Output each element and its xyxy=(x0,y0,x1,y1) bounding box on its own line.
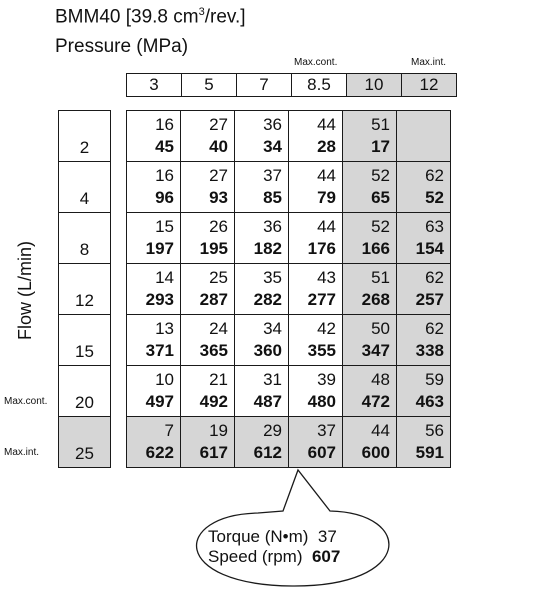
flow-cell: 2 xyxy=(59,111,111,162)
flow-cell: 25 xyxy=(59,417,111,468)
speed-value: 40 xyxy=(209,137,228,156)
speed-value: 360 xyxy=(253,341,282,360)
torque-value: 52 xyxy=(371,217,390,236)
torque-value: 19 xyxy=(209,421,228,440)
torque-value: 34 xyxy=(263,319,282,338)
pressure-cell-8-5: 8.5 xyxy=(292,74,347,97)
flow-axis-text: Flow (L/min) xyxy=(15,240,35,340)
speed-value: 52 xyxy=(425,188,444,207)
title-tail: /rev.] xyxy=(204,6,246,28)
speed-value: 617 xyxy=(199,443,228,462)
torque-value: 63 xyxy=(425,217,444,236)
pressure-cell-10: 10 xyxy=(347,74,402,97)
speed-value: 166 xyxy=(361,239,390,258)
torque-value: 59 xyxy=(425,370,444,389)
speed-value: 622 xyxy=(145,443,174,462)
speed-value: 347 xyxy=(361,341,390,360)
legend-torque-label: Torque (N•m) xyxy=(208,527,309,546)
pressure-cell-5: 5 xyxy=(182,74,237,97)
torque-value: 44 xyxy=(317,166,336,185)
torque-value: 25 xyxy=(209,268,228,287)
speed-value: 28 xyxy=(317,137,336,156)
legend-speed-value: 607 xyxy=(311,547,341,566)
torque-value: 62 xyxy=(425,319,444,338)
torque-value: 13 xyxy=(155,319,174,338)
torque-value: 7 xyxy=(164,421,174,440)
title-main: BMM40 [39.8 cm xyxy=(55,6,199,28)
speed-value: 287 xyxy=(199,290,228,309)
torque-value: 37 xyxy=(263,166,282,185)
flow-cell: 12 xyxy=(59,264,111,315)
torque-value: 44 xyxy=(371,421,390,440)
speed-value: 338 xyxy=(415,341,444,360)
torque-value: 42 xyxy=(317,319,336,338)
torque-value: 27 xyxy=(209,166,228,185)
legend-torque-value: 37 xyxy=(317,527,337,546)
speed-value: 182 xyxy=(253,239,282,258)
torque-value: 51 xyxy=(371,268,390,287)
speed-value: 176 xyxy=(307,239,336,258)
torque-value: 27 xyxy=(209,115,228,134)
torque-value: 48 xyxy=(371,370,390,389)
title-superscript: 3 xyxy=(198,6,205,18)
torque-value: 14 xyxy=(155,268,174,287)
speed-value: 600 xyxy=(361,443,390,462)
torque-value: 16 xyxy=(155,115,174,134)
speed-value: 79 xyxy=(317,188,336,207)
speed-value: 34 xyxy=(263,137,282,156)
pressure-cell-12: 12 xyxy=(402,74,457,97)
speed-value: 93 xyxy=(209,188,228,207)
flow-cell: 15 xyxy=(59,315,111,366)
legend-speed-row xyxy=(208,547,340,567)
torque-value: 15 xyxy=(155,217,174,236)
speed-value: 355 xyxy=(307,341,336,360)
torque-value: 24 xyxy=(209,319,228,338)
torque-value: 16 xyxy=(155,166,174,185)
speed-value: 463 xyxy=(415,392,444,411)
torque-value: 51 xyxy=(371,115,390,134)
flow-cell: 4 xyxy=(59,162,111,213)
speed-value: 472 xyxy=(361,392,390,411)
speed-value: 612 xyxy=(253,443,282,462)
speed-value: 282 xyxy=(253,290,282,309)
speed-value: 371 xyxy=(145,341,174,360)
torque-value: 43 xyxy=(317,268,336,287)
speed-value: 480 xyxy=(307,392,336,411)
torque-value: 44 xyxy=(317,217,336,236)
speed-value: 154 xyxy=(415,239,444,258)
speed-value: 591 xyxy=(415,443,444,462)
speed-value: 365 xyxy=(199,341,228,360)
flow-max-cont-note: Max.cont. xyxy=(4,396,48,407)
torque-value: 29 xyxy=(263,421,282,440)
speed-value: 497 xyxy=(145,392,174,411)
speed-value: 257 xyxy=(415,290,444,309)
torque-value: 62 xyxy=(425,268,444,287)
speed-value: 487 xyxy=(253,392,282,411)
torque-value: 36 xyxy=(263,115,282,134)
speed-value: 85 xyxy=(263,188,282,207)
torque-value: 10 xyxy=(155,370,174,389)
speed-value: 65 xyxy=(371,188,390,207)
speed-value: 277 xyxy=(307,290,336,309)
speed-value: 195 xyxy=(199,239,228,258)
pressure-label: Pressure (MPa) xyxy=(55,36,189,57)
pressure-cell-3: 3 xyxy=(127,74,182,97)
flow-cell: 8 xyxy=(59,213,111,264)
torque-value: 52 xyxy=(371,166,390,185)
pressure-max-int-note: Max.int. xyxy=(411,57,447,68)
torque-value: 31 xyxy=(263,370,282,389)
torque-value: 50 xyxy=(371,319,390,338)
pressure-cell-7: 7 xyxy=(237,74,292,97)
torque-value: 37 xyxy=(317,421,336,440)
speed-value: 268 xyxy=(361,290,390,309)
torque-value: 56 xyxy=(425,421,444,440)
speed-value: 492 xyxy=(199,392,228,411)
flow-max-int-note: Max.int. xyxy=(4,447,40,458)
torque-value: 26 xyxy=(209,217,228,236)
speed-value: 17 xyxy=(371,137,390,156)
torque-value: 44 xyxy=(317,115,336,134)
torque-value: 39 xyxy=(317,370,336,389)
speed-value: 96 xyxy=(155,188,174,207)
torque-value: 62 xyxy=(425,166,444,185)
torque-value: 21 xyxy=(209,370,228,389)
legend-speed-label: Speed (rpm) xyxy=(208,547,303,566)
torque-value: 35 xyxy=(263,268,282,287)
legend-torque-row xyxy=(208,527,337,547)
flow-cell: 20 xyxy=(59,366,111,417)
speed-value: 45 xyxy=(155,137,174,156)
speed-value: 197 xyxy=(145,239,174,258)
torque-value: 36 xyxy=(263,217,282,236)
speed-value: 293 xyxy=(145,290,174,309)
pressure-max-cont-note: Max.cont. xyxy=(294,57,338,68)
speed-value: 607 xyxy=(307,443,336,462)
